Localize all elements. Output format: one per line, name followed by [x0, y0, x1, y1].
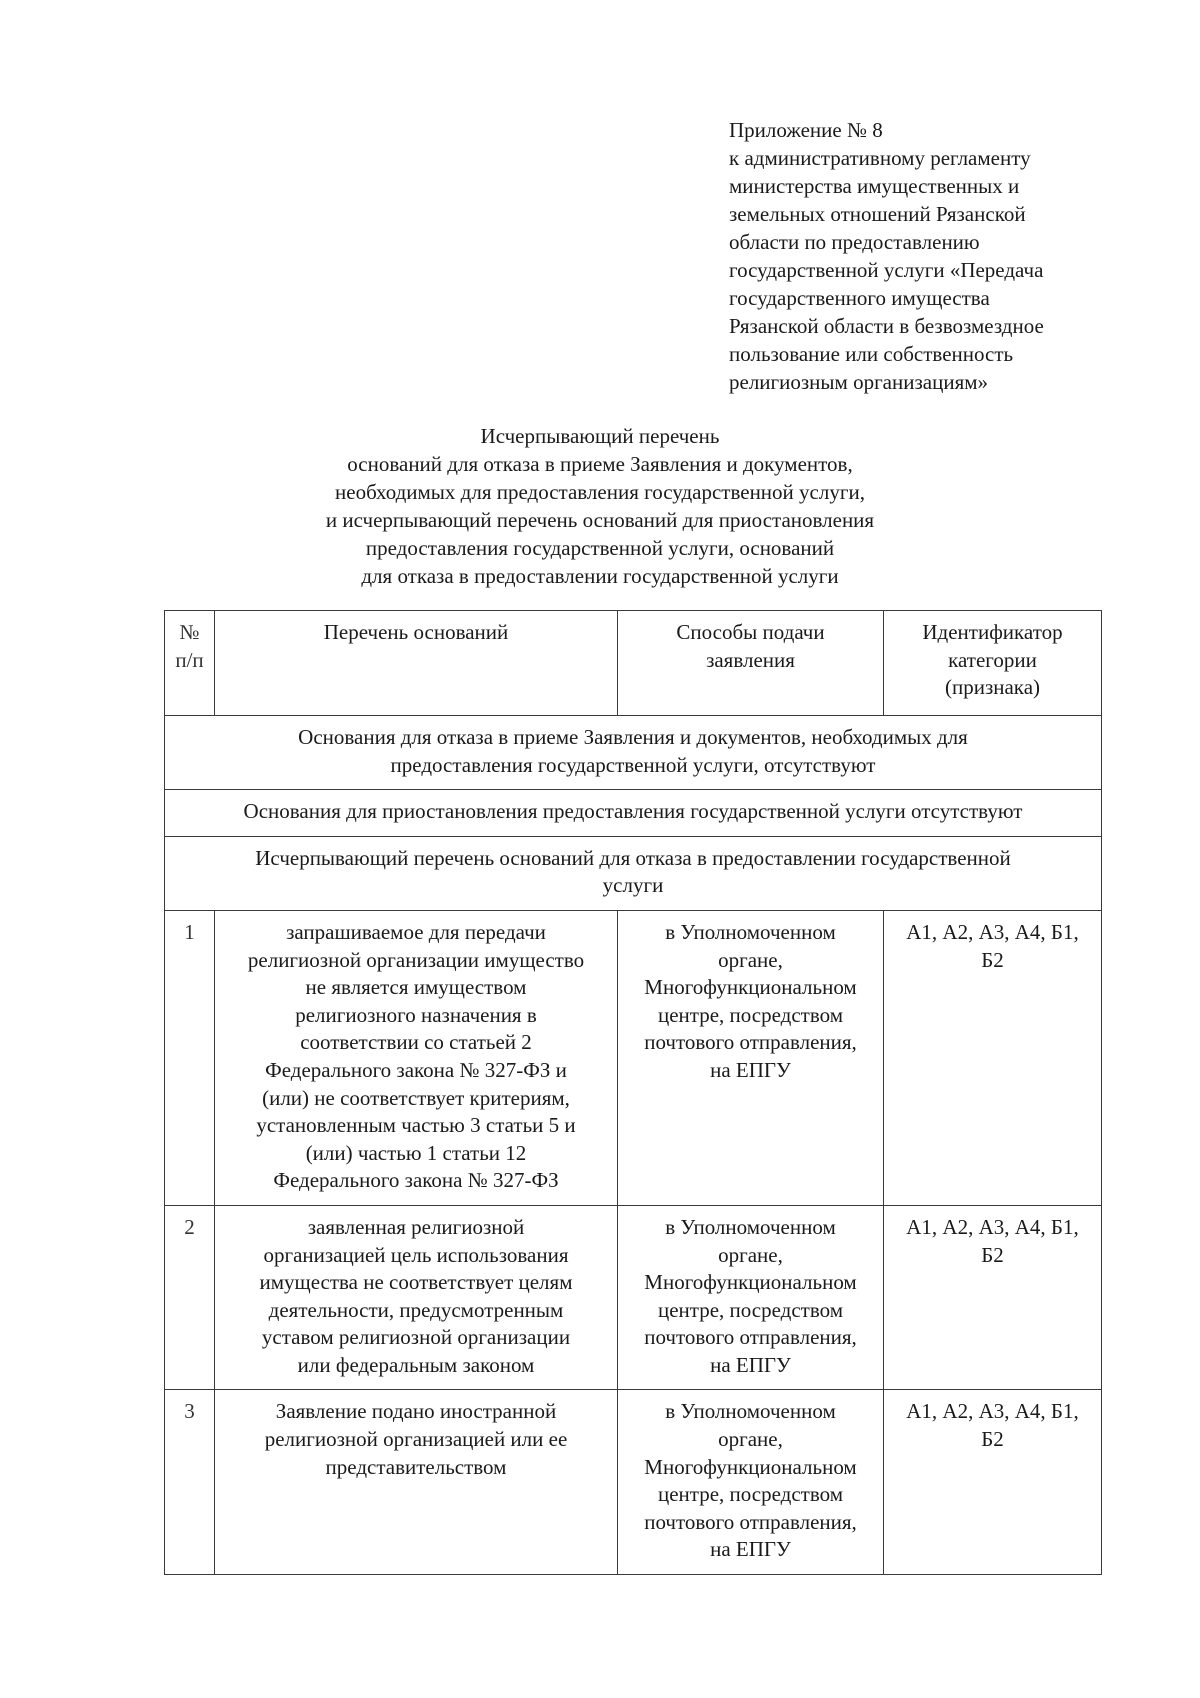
category-line: А1, А2, А3, А4, Б1,: [906, 919, 1079, 944]
row-num: 1: [165, 910, 215, 1205]
row-num: 2: [165, 1205, 215, 1390]
methods-line: органе,: [718, 1242, 783, 1267]
header-methods: [618, 611, 884, 716]
category-line: Б2: [981, 1242, 1004, 1267]
methods-line: на ЕПГУ: [710, 1537, 791, 1562]
annex-line: Приложение № 8: [729, 118, 883, 142]
header-line: Идентификатор: [922, 620, 1063, 644]
methods-line: Многофункциональном: [644, 1270, 857, 1295]
table-header-row: [165, 611, 1102, 716]
grounds-line: религиозного назначения в: [295, 1002, 537, 1027]
methods-line: центре, посредством: [657, 1482, 844, 1507]
header-category: [884, 611, 1102, 716]
methods-line: почтового отправления,: [644, 1509, 857, 1534]
methods-line: Многофункциональном: [644, 975, 857, 1000]
grounds-line: запрашиваемое для передачи: [286, 919, 546, 944]
row-grounds: [215, 910, 618, 1205]
row-methods: [618, 910, 884, 1205]
row-grounds: [215, 1390, 618, 1575]
grounds-line: соответствии со статьей 2: [300, 1030, 532, 1055]
title-line: и исчерпывающий перечень оснований для приостановления: [325, 508, 875, 532]
document-title: [0, 422, 1200, 590]
grounds-line: Федерального закона № 327-ФЗ: [273, 1168, 559, 1193]
methods-line: органе,: [718, 1427, 783, 1452]
methods-line: почтового отправления,: [644, 1325, 857, 1350]
section-line: Основания для приостановления предоставления государственной услуги отсутствуют: [243, 799, 1023, 824]
grounds-line: (или) не соответствует критериям,: [262, 1085, 570, 1110]
grounds-line: религиозной организации имущество: [247, 947, 585, 972]
category-line: Б2: [981, 947, 1004, 972]
table-row: [165, 1390, 1102, 1575]
title-line: предоставления государственной услуги, оснований: [365, 536, 835, 560]
section-cell: [165, 836, 1102, 910]
header-grounds: [215, 611, 618, 716]
grounds-line: организацией цель использования: [263, 1242, 569, 1267]
grounds-line: религиозной организацией или ее: [264, 1427, 568, 1452]
row-category: [884, 910, 1102, 1205]
grounds-line: имущества не соответствует целям: [259, 1270, 573, 1295]
grounds-table: [164, 610, 1102, 1575]
header-line: заявления: [706, 647, 795, 672]
annex-line: министерства имущественных и: [729, 174, 1020, 198]
row-grounds: [215, 1205, 618, 1390]
methods-line: органе,: [718, 947, 783, 972]
title-line: Исчерпывающий перечень: [480, 424, 720, 448]
category-line: А1, А2, А3, А4, Б1,: [906, 1399, 1079, 1424]
grounds-line: Федерального закона № 327-ФЗ и: [265, 1057, 567, 1082]
methods-line: Многофункциональном: [644, 1454, 857, 1479]
header-line: категории: [948, 647, 1037, 672]
table-row: [165, 910, 1102, 1205]
annex-reference: [729, 116, 1169, 396]
annex-line: Рязанской области в безвозмездное: [729, 314, 1044, 338]
header-num: [165, 611, 215, 716]
header-line: Способы подачи: [676, 620, 825, 644]
methods-line: в Уполномоченном: [665, 919, 836, 944]
annex-line: религиозным организациям»: [729, 370, 989, 394]
header-line: (признака): [944, 675, 1041, 700]
methods-line: в Уполномоченном: [665, 1399, 836, 1424]
grounds-line: заявленная религиозной: [307, 1214, 525, 1239]
title-line: необходимых для предоставления государственной услуги,: [335, 480, 865, 504]
row-category: [884, 1390, 1102, 1575]
section-row: [165, 836, 1102, 910]
grounds-line: установленным частью 3 статьи 5 и: [256, 1113, 576, 1138]
grounds-line: представительством: [325, 1454, 507, 1479]
section-row: [165, 716, 1102, 790]
row-methods: [618, 1205, 884, 1390]
annex-line: земельных отношений Рязанской: [729, 202, 1026, 226]
section-cell: [165, 716, 1102, 790]
section-line: предоставления государственной услуги, отсутствуют: [390, 752, 876, 777]
category-line: А1, А2, А3, А4, Б1,: [906, 1214, 1079, 1239]
title-line: оснований для отказа в приеме Заявления и документов,: [347, 452, 853, 476]
grounds-line: уставом религиозной организации: [261, 1325, 571, 1350]
annex-line: государственного имущества: [729, 286, 990, 310]
row-methods: [618, 1390, 884, 1575]
section-cell: [165, 790, 1102, 837]
methods-line: на ЕПГУ: [710, 1352, 791, 1377]
methods-line: в Уполномоченном: [665, 1214, 836, 1239]
grounds-line: (или) частью 1 статьи 12: [305, 1140, 527, 1165]
grounds-line: Заявление подано иностранной: [275, 1399, 557, 1424]
methods-line: на ЕПГУ: [710, 1057, 791, 1082]
header-line: п/п: [175, 647, 204, 672]
annex-line: к административному регламенту: [729, 146, 1031, 170]
title-line: для отказа в предоставлении государственной услуги: [361, 564, 839, 588]
methods-line: почтового отправления,: [644, 1030, 857, 1055]
section-line: Основания для отказа в приеме Заявления и документов, необходимых для: [298, 725, 968, 749]
row-category: [884, 1205, 1102, 1390]
category-line: Б2: [981, 1427, 1004, 1452]
grounds-line: не является имуществом: [305, 975, 527, 1000]
header-line: Перечень оснований: [323, 620, 509, 644]
annex-line: пользование или собственность: [729, 342, 1014, 366]
methods-line: центре, посредством: [657, 1297, 844, 1322]
annex-line: государственной услуги «Передача: [729, 258, 1044, 282]
grounds-line: или федеральным законом: [297, 1352, 535, 1377]
section-line: услуги: [602, 873, 664, 898]
header-line: №: [179, 620, 200, 644]
row-num: 3: [165, 1390, 215, 1575]
table-row: [165, 1205, 1102, 1390]
section-line: Исчерпывающий перечень оснований для отказа в предоставлении государственной: [255, 845, 1011, 870]
methods-line: центре, посредством: [657, 1002, 844, 1027]
grounds-line: деятельности, предусмотренным: [268, 1297, 564, 1322]
annex-line: области по предоставлению: [729, 230, 980, 254]
section-row: [165, 790, 1102, 837]
